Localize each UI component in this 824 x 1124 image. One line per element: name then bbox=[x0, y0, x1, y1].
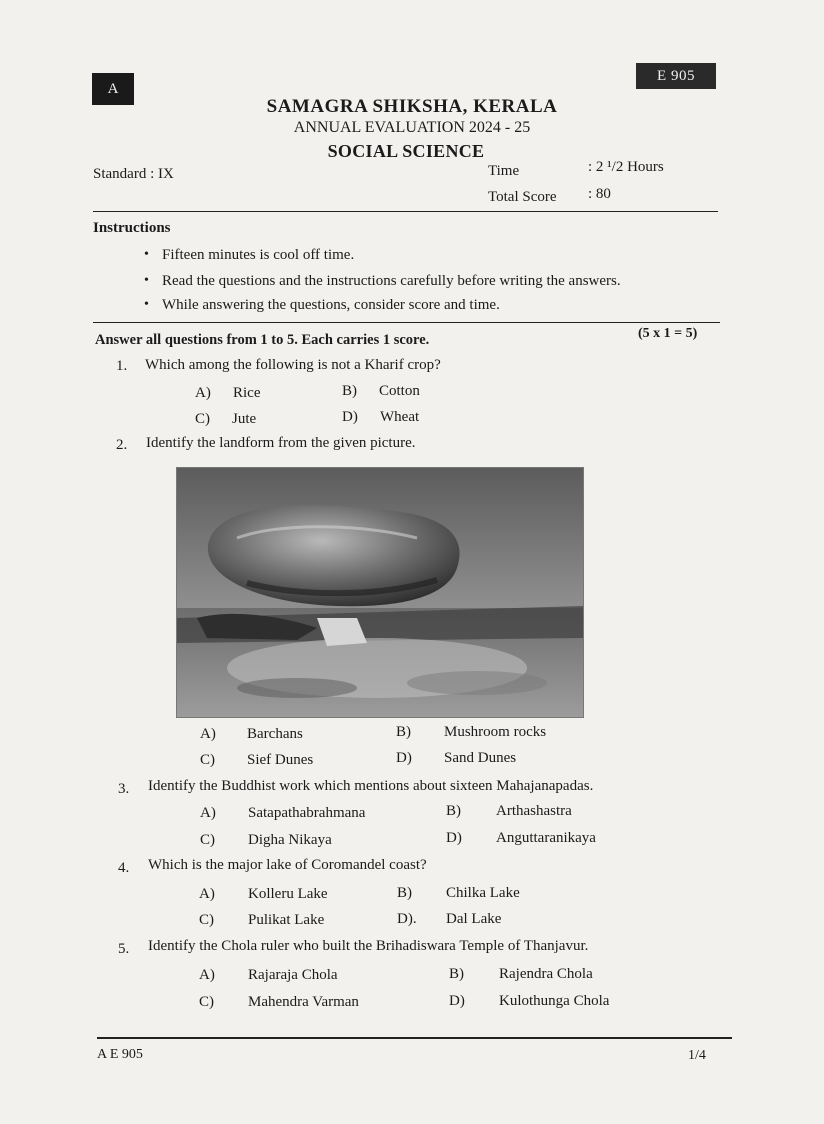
option-text: Rajendra Chola bbox=[499, 966, 593, 982]
option-text: Mahendra Varman bbox=[248, 994, 359, 1010]
total-score-label: Total Score bbox=[488, 189, 557, 205]
option-text: Chilka Lake bbox=[446, 885, 520, 901]
option-label: B) bbox=[396, 724, 411, 740]
option-text: Anguttaranikaya bbox=[496, 830, 596, 846]
instruction-item: • Read the questions and the instructions carefully before writing the answers. bbox=[162, 273, 621, 290]
option-label: C) bbox=[200, 832, 215, 848]
option-label: D) bbox=[446, 830, 462, 846]
option-text: Pulikat Lake bbox=[248, 912, 325, 928]
option-label: D) bbox=[342, 409, 358, 425]
option-text: Rajaraja Chola bbox=[248, 967, 338, 983]
question-number: 2. bbox=[116, 437, 128, 453]
mushroom-rock-photo bbox=[176, 467, 584, 718]
option-label: B) bbox=[342, 383, 357, 399]
question-text: Which is the major lake of Coromandel coast? bbox=[148, 857, 427, 873]
page-number: 1/4 bbox=[688, 1048, 706, 1063]
instruction-item: • Fifteen minutes is cool off time. bbox=[162, 247, 354, 264]
option-text: Mushroom rocks bbox=[444, 724, 547, 740]
time-label: Time bbox=[488, 163, 520, 179]
footer-code: A E 905 bbox=[97, 1047, 143, 1062]
option-text: Cotton bbox=[379, 383, 420, 399]
question-text: Which among the following is not a Kharif crop? bbox=[145, 357, 441, 373]
question-number: 3. bbox=[118, 781, 130, 797]
instructions-divider bbox=[93, 322, 720, 323]
organization-title: SAMAGRA SHIKSHA, KERALA bbox=[266, 96, 558, 117]
option-label: A) bbox=[200, 726, 216, 742]
option-label: A) bbox=[200, 805, 216, 821]
option-label: A) bbox=[195, 385, 211, 401]
option-text: Dal Lake bbox=[446, 911, 502, 927]
option-label: C) bbox=[199, 912, 214, 928]
option-label: B) bbox=[449, 966, 464, 982]
question-number: 5. bbox=[118, 941, 130, 957]
option-label: A) bbox=[199, 886, 215, 902]
option-label: C) bbox=[200, 752, 215, 768]
option-text: Arthashastra bbox=[496, 803, 572, 819]
option-text: Jute bbox=[232, 411, 257, 427]
paper-code-badge: E 905 bbox=[636, 63, 716, 89]
time-value: : 2 ¹/2 Hours bbox=[588, 159, 664, 175]
option-text: Wheat bbox=[380, 409, 420, 425]
landform-image bbox=[177, 468, 583, 717]
option-text: Satapathabrahmana bbox=[248, 805, 366, 821]
total-score-value: : 80 bbox=[588, 186, 611, 202]
option-text: Sief Dunes bbox=[247, 752, 314, 768]
section-heading: Answer all questions from 1 to 5. Each carries 1 score. bbox=[95, 332, 430, 348]
option-label: D). bbox=[397, 911, 417, 927]
instruction-item: • While answering the questions, consider score and time. bbox=[162, 297, 500, 314]
question-text: Identify the Chola ruler who built the Brihadiswara Temple of Thanjavur. bbox=[148, 938, 589, 954]
question-text: Identify the Buddhist work which mentions about sixteen Mahajanapadas. bbox=[148, 778, 594, 794]
option-label: D) bbox=[396, 750, 412, 766]
option-text: Rice bbox=[233, 385, 261, 401]
option-label: C) bbox=[195, 411, 210, 427]
option-label: A) bbox=[199, 967, 215, 983]
section-marks: (5 x 1 = 5) bbox=[638, 326, 698, 341]
question-number: 4. bbox=[118, 860, 130, 876]
option-text: Kulothunga Chola bbox=[499, 993, 610, 1009]
option-text: Barchans bbox=[247, 726, 303, 742]
subject-title: SOCIAL SCIENCE bbox=[327, 141, 485, 161]
standard-label: Standard : IX bbox=[93, 166, 174, 182]
header-divider bbox=[93, 211, 718, 212]
option-label: B) bbox=[446, 803, 461, 819]
option-text: Sand Dunes bbox=[444, 750, 517, 766]
option-text: Digha Nikaya bbox=[248, 832, 332, 848]
option-label: C) bbox=[199, 994, 214, 1010]
option-label: B) bbox=[397, 885, 412, 901]
set-label-badge: A bbox=[92, 73, 134, 105]
question-text: Identify the landform from the given picture. bbox=[146, 435, 416, 451]
exam-title: ANNUAL EVALUATION 2024 - 25 bbox=[293, 119, 531, 136]
option-text: Kolleru Lake bbox=[248, 886, 328, 902]
footer-divider bbox=[97, 1037, 732, 1039]
option-label: D) bbox=[449, 993, 465, 1009]
question-number: 1. bbox=[116, 358, 128, 374]
instructions-heading: Instructions bbox=[93, 220, 171, 236]
